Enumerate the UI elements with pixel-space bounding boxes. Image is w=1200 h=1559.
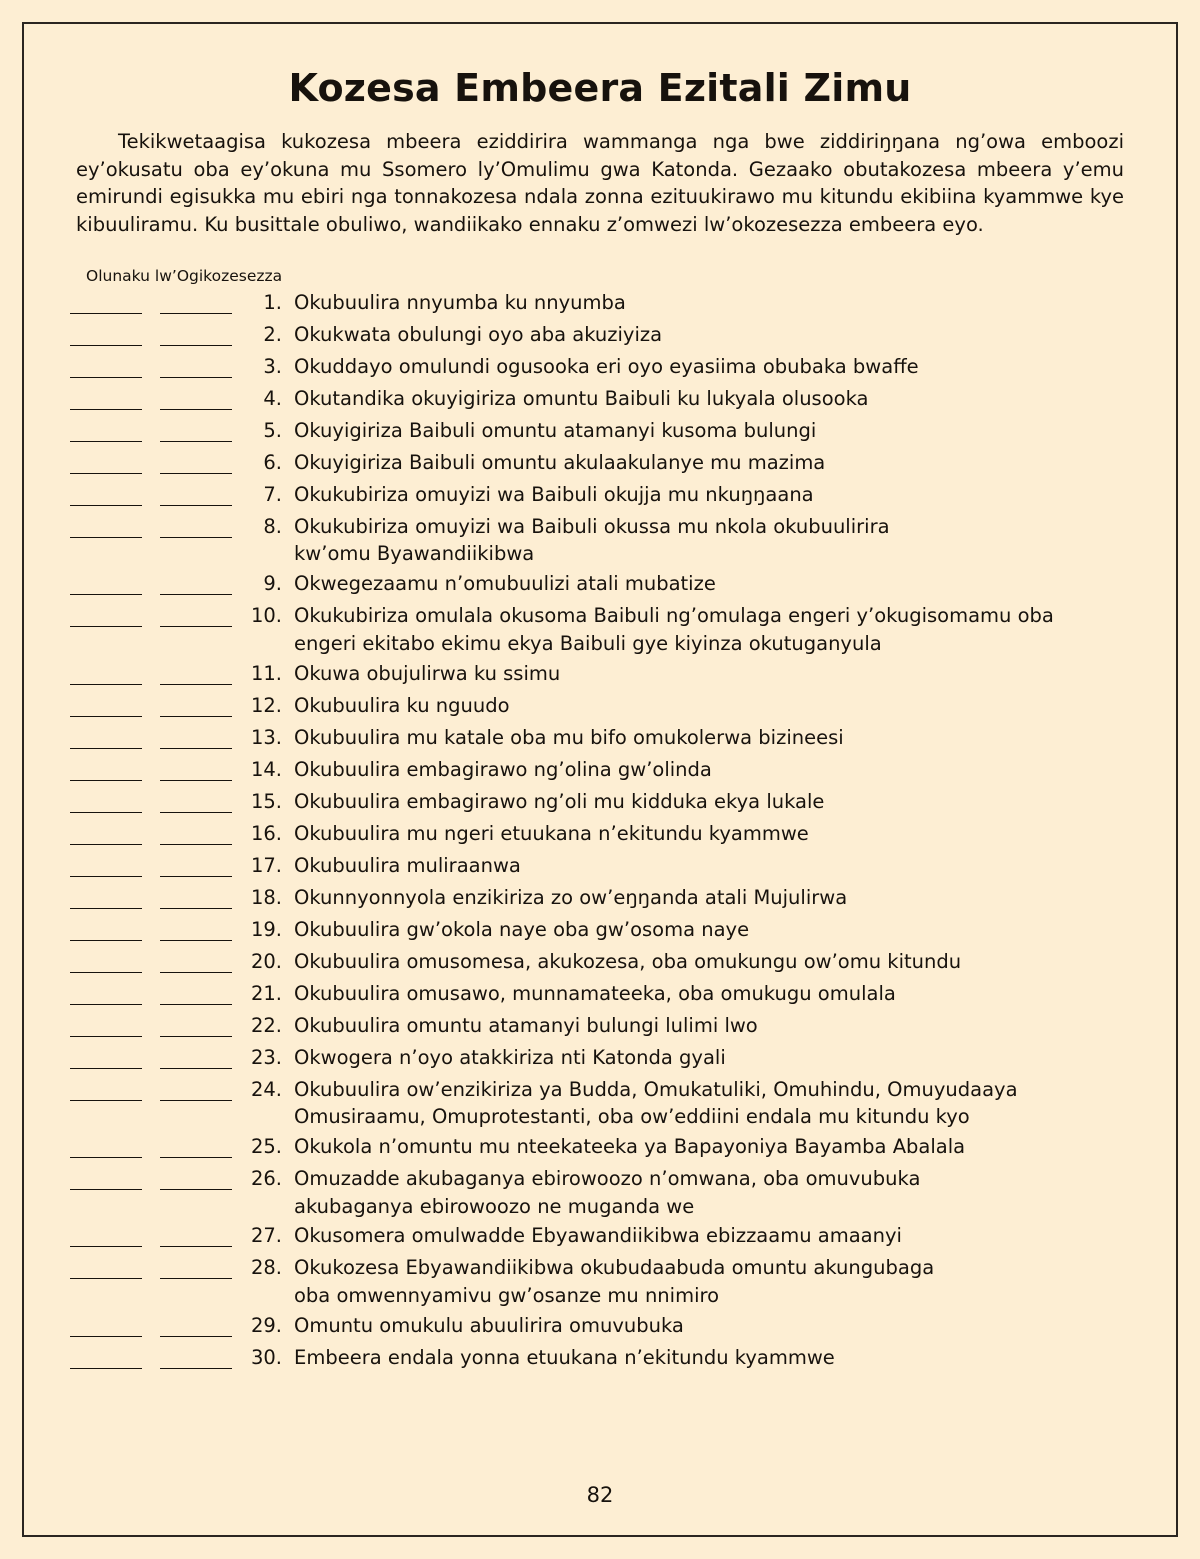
item-text [294, 1165, 1130, 1220]
date-blank-1[interactable] [70, 577, 142, 595]
item-text: Okutandika okuyigiriza omuntu Baibuli ku lukyala olusooka [294, 386, 869, 410]
date-blank-2[interactable] [160, 328, 232, 346]
item-number: 18. [250, 885, 282, 909]
item-text-line1: Omuzadde akubaganya ebirowoozo n’omwana, oba omuvubuka [294, 1166, 921, 1190]
date-blank-2[interactable] [160, 296, 232, 314]
item-number: 17. [250, 853, 282, 877]
page-border-frame [22, 22, 1178, 1537]
date-blank-1[interactable] [70, 1319, 142, 1337]
date-blank-2[interactable] [160, 923, 232, 941]
date-blank-2[interactable] [160, 488, 232, 506]
date-blank-1[interactable] [70, 424, 142, 442]
item-text: Okwogera n’oyo atakkiriza nti Katonda gyali [294, 1045, 726, 1069]
date-blank-1[interactable] [70, 1261, 142, 1279]
date-blank-2[interactable] [160, 1083, 232, 1101]
item-text: Okuddayo omulundi ogusooka eri oyo eyasiima obubaka bwaffe [294, 354, 919, 378]
date-blank-1[interactable] [70, 1172, 142, 1190]
date-blank-2[interactable] [160, 456, 232, 474]
list-item [70, 481, 1130, 511]
list-item [70, 602, 1130, 657]
item-number: 9. [263, 572, 282, 596]
situations-list [70, 289, 1130, 1374]
list-item [70, 948, 1130, 978]
date-blank-1[interactable] [70, 392, 142, 410]
date-blank-1[interactable] [70, 667, 142, 685]
date-blank-1[interactable] [70, 763, 142, 781]
item-number: 8. [263, 514, 282, 538]
list-item [70, 820, 1130, 850]
date-blank-2[interactable] [160, 987, 232, 1005]
date-blank-2[interactable] [160, 1019, 232, 1037]
date-blank-1[interactable] [70, 955, 142, 973]
date-blank-2[interactable] [160, 1172, 232, 1190]
date-blank-2[interactable] [160, 667, 232, 685]
list-item [70, 1344, 1130, 1374]
list-item [70, 788, 1130, 818]
item-text [294, 602, 1130, 657]
list-item [70, 321, 1130, 351]
item-text: Okubuulira embagirawo ng’olina gw’olinda [294, 757, 712, 781]
date-blank-1[interactable] [70, 891, 142, 909]
list-item [70, 449, 1130, 479]
date-blank-1[interactable] [70, 1019, 142, 1037]
date-blank-2[interactable] [160, 699, 232, 717]
item-number: 11. [250, 661, 282, 685]
item-text: Omuntu omukulu abuulirira omuvubuka [294, 1313, 684, 1337]
item-text: Okubuulira omuntu atamanyi bulungi lulimi lwo [294, 1013, 758, 1037]
date-blank-2[interactable] [160, 392, 232, 410]
item-number: 12. [250, 693, 282, 717]
date-blank-2[interactable] [160, 1261, 232, 1279]
item-text: Okubuulira embagirawo ng’oli mu kidduka ekya lukale [294, 789, 825, 813]
item-number: 19. [250, 917, 282, 941]
date-blank-1[interactable] [70, 731, 142, 749]
item-number: 2. [263, 322, 282, 346]
item-text: Okunnyonnyola enzikiriza zo ow’eŋŋanda atali Mujulirwa [294, 885, 848, 909]
item-number: 27. [250, 1224, 282, 1248]
date-blank-2[interactable] [160, 731, 232, 749]
item-number: 5. [263, 418, 282, 442]
item-number: 29. [250, 1313, 282, 1337]
list-item [70, 1044, 1130, 1074]
date-blank-1[interactable] [70, 296, 142, 314]
date-blank-1[interactable] [70, 456, 142, 474]
list-item [70, 660, 1130, 690]
item-text: Okuwa obujulirwa ku ssimu [294, 661, 561, 685]
item-number: 24. [250, 1077, 282, 1101]
item-number: 23. [250, 1045, 282, 1069]
date-blank-2[interactable] [160, 891, 232, 909]
item-number: 16. [250, 821, 282, 845]
list-item [70, 852, 1130, 882]
item-number: 30. [250, 1345, 282, 1369]
item-text: Okuyigiriza Baibuli omuntu atamanyi kusoma bulungi [294, 418, 817, 442]
list-item [70, 1012, 1130, 1042]
list-item [70, 756, 1130, 786]
date-blank-1[interactable] [70, 488, 142, 506]
item-number: 28. [250, 1256, 282, 1280]
item-text-line2: oba omwennyamivu gw’osanze mu nnimiro [294, 1283, 720, 1307]
item-text [294, 513, 1130, 568]
date-blank-1[interactable] [70, 827, 142, 845]
date-blank-2[interactable] [160, 795, 232, 813]
item-number: 14. [250, 757, 282, 781]
date-blank-2[interactable] [160, 763, 232, 781]
intro-paragraph: Tekikwetaagisa kukozesa mbeera eziddirira wammanga nga bwe ziddiriŋŋana ng’owa emboozi ey’okusatu oba ey’okuna mu Ssomero ly’Omulimu gwa Katonda. Gezaako obutakozesa mbeera y’emu emirundi egisukka mu ebiri nga tonnakozesa ndala zonna ezituukirawo mu kitundu ekibiina kyammwe kye kibuuliramu. Ku busittale obuliwo, wandiikako ennaku z’omwezi lw’okozesezza embeera eyo. [76, 130, 1124, 237]
list-item [70, 353, 1130, 383]
date-blank-1[interactable] [70, 987, 142, 1005]
list-item [70, 916, 1130, 946]
item-text: Okubuulira ku nguudo [294, 693, 510, 717]
date-blank-2[interactable] [160, 1319, 232, 1337]
item-number: 15. [250, 789, 282, 813]
list-item [70, 1076, 1130, 1131]
item-number: 4. [263, 386, 282, 410]
list-item [70, 1222, 1130, 1252]
list-item [70, 513, 1130, 568]
item-text: Okusomera omulwadde Ebyawandiikibwa ebizzaamu amaanyi [294, 1224, 902, 1248]
item-text: Okukubiriza omuyizi wa Baibuli okujja mu nkuŋŋaana [294, 482, 814, 506]
item-text: Okubuulira gw’okola naye oba gw’osoma naye [294, 917, 750, 941]
date-blank-2[interactable] [160, 424, 232, 442]
item-text: Okubuulira omusomesa, akukozesa, oba omukungu ow’omu kitundu [294, 949, 962, 973]
date-blank-1[interactable] [70, 859, 142, 877]
item-number: 3. [263, 354, 282, 378]
date-blank-2[interactable] [160, 577, 232, 595]
item-text: Okukola n’omuntu mu nteekateeka ya Bapayoniya Bayamba Abalala [294, 1134, 966, 1158]
date-blank-1[interactable] [70, 1229, 142, 1247]
item-number: 10. [250, 604, 282, 628]
date-blank-1[interactable] [70, 1351, 142, 1369]
item-number: 21. [250, 981, 282, 1005]
date-blank-1[interactable] [70, 1083, 142, 1101]
date-blank-2[interactable] [160, 1051, 232, 1069]
item-number: 22. [250, 1013, 282, 1037]
date-blank-2[interactable] [160, 859, 232, 877]
item-number: 7. [263, 482, 282, 506]
item-text: Okubuulira muliraanwa [294, 853, 521, 877]
date-blank-2[interactable] [160, 1140, 232, 1158]
list-item [70, 692, 1130, 722]
item-number: 26. [250, 1166, 282, 1190]
item-text [294, 1076, 1130, 1131]
item-text: Okubuulira nnyumba ku nnyumba [294, 290, 626, 314]
date-blank-2[interactable] [160, 955, 232, 973]
item-text-line2: kw’omu Byawandiikibwa [294, 542, 535, 566]
list-item [70, 417, 1130, 447]
item-text: Okubuulira omusawo, munnamateeka, oba omukugu omulala [294, 981, 896, 1005]
date-blank-1[interactable] [70, 699, 142, 717]
item-text-line1: Okukubiriza omuyizi wa Baibuli okussa mu nkola okubuulirira [294, 514, 890, 538]
date-blank-2[interactable] [160, 360, 232, 378]
item-text-line2: akubaganya ebirowoozo ne muganda we [294, 1194, 695, 1218]
item-text-line2: Omusiraamu, Omuprotestanti, oba ow’eddiini endala mu kitundu kyo [294, 1105, 970, 1129]
list-item [70, 1165, 1130, 1220]
date-blank-2[interactable] [160, 1229, 232, 1247]
list-item [70, 980, 1130, 1010]
item-text-line2: engeri ekitabo ekimu ekya Baibuli gye kiyinza okutuganyula [294, 631, 882, 655]
date-blank-1[interactable] [70, 795, 142, 813]
list-item [70, 1133, 1130, 1163]
list-item [70, 385, 1130, 415]
date-blank-2[interactable] [160, 827, 232, 845]
date-blank-1[interactable] [70, 520, 142, 538]
date-blank-2[interactable] [160, 609, 232, 627]
list-item [70, 884, 1130, 914]
item-text-line1: Okukubiriza omulala okusoma Baibuli ng’omulaga engeri y’okugisomamu oba [294, 604, 1054, 628]
list-item [70, 570, 1130, 600]
date-blank-1[interactable] [70, 360, 142, 378]
item-text: Okwegezaamu n’omubuulizi atali mubatize [294, 572, 716, 596]
date-blank-1[interactable] [70, 1140, 142, 1158]
item-text: Okubuulira mu katale oba mu bifo omukolerwa bizineesi [294, 725, 844, 749]
page-title: Kozesa Embeera Ezitali Zimu [288, 66, 912, 110]
date-blank-1[interactable] [70, 328, 142, 346]
list-item [70, 289, 1130, 319]
list-item [70, 1254, 1130, 1309]
item-number: 25. [250, 1134, 282, 1158]
page-number: 82 [586, 1483, 614, 1507]
item-text: Embeera endala yonna etuukana n’ekitundu kyammwe [294, 1345, 835, 1369]
date-blank-1[interactable] [70, 923, 142, 941]
item-number: 1. [263, 290, 282, 314]
item-text: Okubuulira mu ngeri etuukana n’ekitundu kyammwe [294, 821, 809, 845]
date-blank-2[interactable] [160, 1351, 232, 1369]
item-text: Okuyigiriza Baibuli omuntu akulaakulanye mu mazima [294, 450, 826, 474]
item-number: 20. [250, 949, 282, 973]
item-text [294, 1254, 1130, 1309]
column-header-label: Olunaku lw’Ogikozesezza [86, 266, 283, 285]
item-number: 13. [250, 725, 282, 749]
item-number: 6. [263, 450, 282, 474]
date-blank-2[interactable] [160, 520, 232, 538]
date-blank-1[interactable] [70, 609, 142, 627]
list-item [70, 1312, 1130, 1342]
item-text: Okukwata obulungi oyo aba akuziyiza [294, 322, 663, 346]
item-text-line1: Okukozesa Ebyawandiikibwa okubudaabuda omuntu akungubaga [294, 1256, 935, 1280]
date-blank-1[interactable] [70, 1051, 142, 1069]
list-item [70, 724, 1130, 754]
item-text-line1: Okubuulira ow’enzikiriza ya Budda, Omukatuliki, Omuhindu, Omuyudaaya [294, 1077, 1018, 1101]
